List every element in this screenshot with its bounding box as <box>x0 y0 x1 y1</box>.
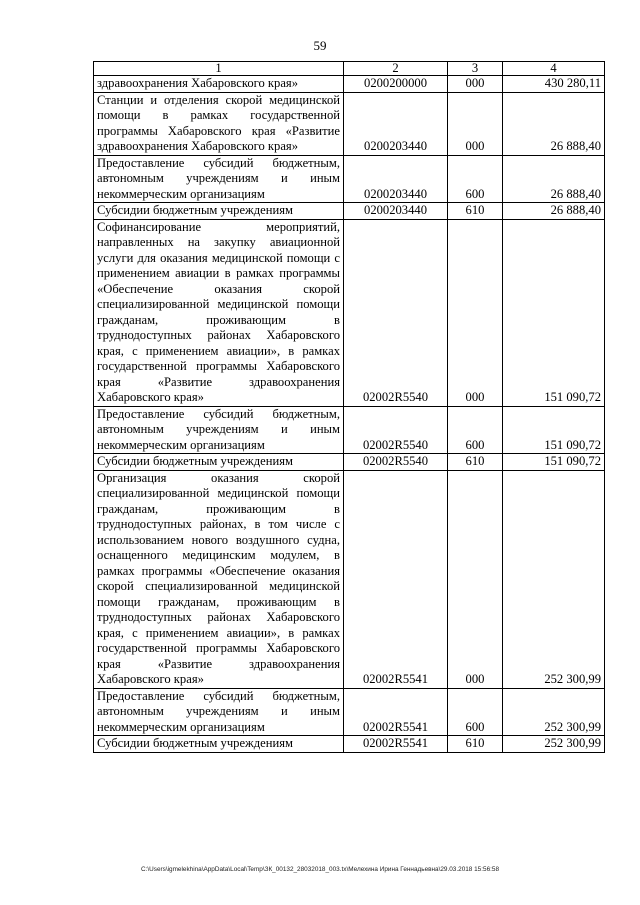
table-row <box>94 454 605 471</box>
row-amount: 151 090,72 <box>503 219 605 406</box>
row-expense-type: 600 <box>448 688 503 736</box>
row-amount: 252 300,99 <box>503 470 605 688</box>
row-amount: 252 300,99 <box>503 688 605 736</box>
row-expense-type: 000 <box>448 76 503 93</box>
row-code: 02002R5540 <box>344 454 448 471</box>
row-amount: 430 280,11 <box>503 76 605 93</box>
table-row <box>94 219 605 406</box>
budget-table <box>93 61 605 753</box>
column-header-2: 2 <box>344 62 448 76</box>
row-code: 02002R5541 <box>344 736 448 753</box>
table-row <box>94 203 605 220</box>
row-expense-type: 600 <box>448 155 503 203</box>
row-name: Организация оказания скорой специализированной медицинской помощи гражданам, проживающим в труднодоступных районах, в том числе с использованием нового воздушного судна, оснащенного медицинским модулем, в рамках программы «Обеспечение оказания скорой специализированной медицинской помощи гражданам, проживающим в труднодоступных районах Хабаровского края, с применением авиации», в рамках государственной программы Хабаровского края «Развитие здравоохранения Хабаровского края» <box>94 470 344 688</box>
row-name: Предоставление субсидий бюджетным, автономным учреждениям и иным некоммерческим организациям <box>94 406 344 454</box>
row-expense-type: 000 <box>448 219 503 406</box>
table-row <box>94 470 605 688</box>
row-name: Станции и отделения скорой медицинской помощи в рамках государственной программы Хабаровского края «Развитие здравоохранения Хабаровского края» <box>94 92 344 155</box>
row-amount: 26 888,40 <box>503 203 605 220</box>
table-row <box>94 688 605 736</box>
column-header-1: 1 <box>94 62 344 76</box>
row-name: здравоохранения Хабаровского края» <box>94 76 344 93</box>
row-expense-type: 000 <box>448 92 503 155</box>
row-expense-type: 610 <box>448 736 503 753</box>
row-amount: 151 090,72 <box>503 406 605 454</box>
row-code: 0200203440 <box>344 155 448 203</box>
row-code: 02002R5541 <box>344 470 448 688</box>
row-code: 02002R5541 <box>344 688 448 736</box>
row-code: 02002R5540 <box>344 219 448 406</box>
row-amount: 26 888,40 <box>503 92 605 155</box>
row-name: Субсидии бюджетным учреждениям <box>94 203 344 220</box>
table-row <box>94 406 605 454</box>
row-name: Софинансирование мероприятий, направленных на закупку авиационной услуги для оказания медицинской помощи с применением авиации в рамках программы «Обеспечение оказания скорой специализированной медицинской помощи гражданам, проживающим в труднодоступных районах Хабаровского края, с применением авиации», в рамках государственной программы Хабаровского края «Развитие здравоохранения Хабаровского края» <box>94 219 344 406</box>
row-amount: 252 300,99 <box>503 736 605 753</box>
column-number-row <box>94 62 605 76</box>
row-code: 0200203440 <box>344 92 448 155</box>
row-name: Субсидии бюджетным учреждениям <box>94 454 344 471</box>
row-code: 0200203440 <box>344 203 448 220</box>
row-name: Субсидии бюджетным учреждениям <box>94 736 344 753</box>
row-code: 0200200000 <box>344 76 448 93</box>
table-row <box>94 736 605 753</box>
column-header-4: 4 <box>503 62 605 76</box>
row-expense-type: 610 <box>448 203 503 220</box>
row-expense-type: 600 <box>448 406 503 454</box>
row-expense-type: 000 <box>448 470 503 688</box>
table-row <box>94 92 605 155</box>
footer-file-path: C:\Users\igmelekhina\AppData\Local\Temp\ЗК_00132_28032018_003.tx\Мелехина Ирина Геннадьевна\29.03.2018 15:56:58 <box>140 866 500 873</box>
row-name: Предоставление субсидий бюджетным, автономным учреждениям и иным некоммерческим организациям <box>94 155 344 203</box>
row-code: 02002R5540 <box>344 406 448 454</box>
column-header-3: 3 <box>448 62 503 76</box>
table-row <box>94 76 605 93</box>
row-name: Предоставление субсидий бюджетным, автономным учреждениям и иным некоммерческим организациям <box>94 688 344 736</box>
row-amount: 26 888,40 <box>503 155 605 203</box>
row-expense-type: 610 <box>448 454 503 471</box>
page-number: 59 <box>313 38 327 53</box>
row-amount: 151 090,72 <box>503 454 605 471</box>
table-row <box>94 155 605 203</box>
